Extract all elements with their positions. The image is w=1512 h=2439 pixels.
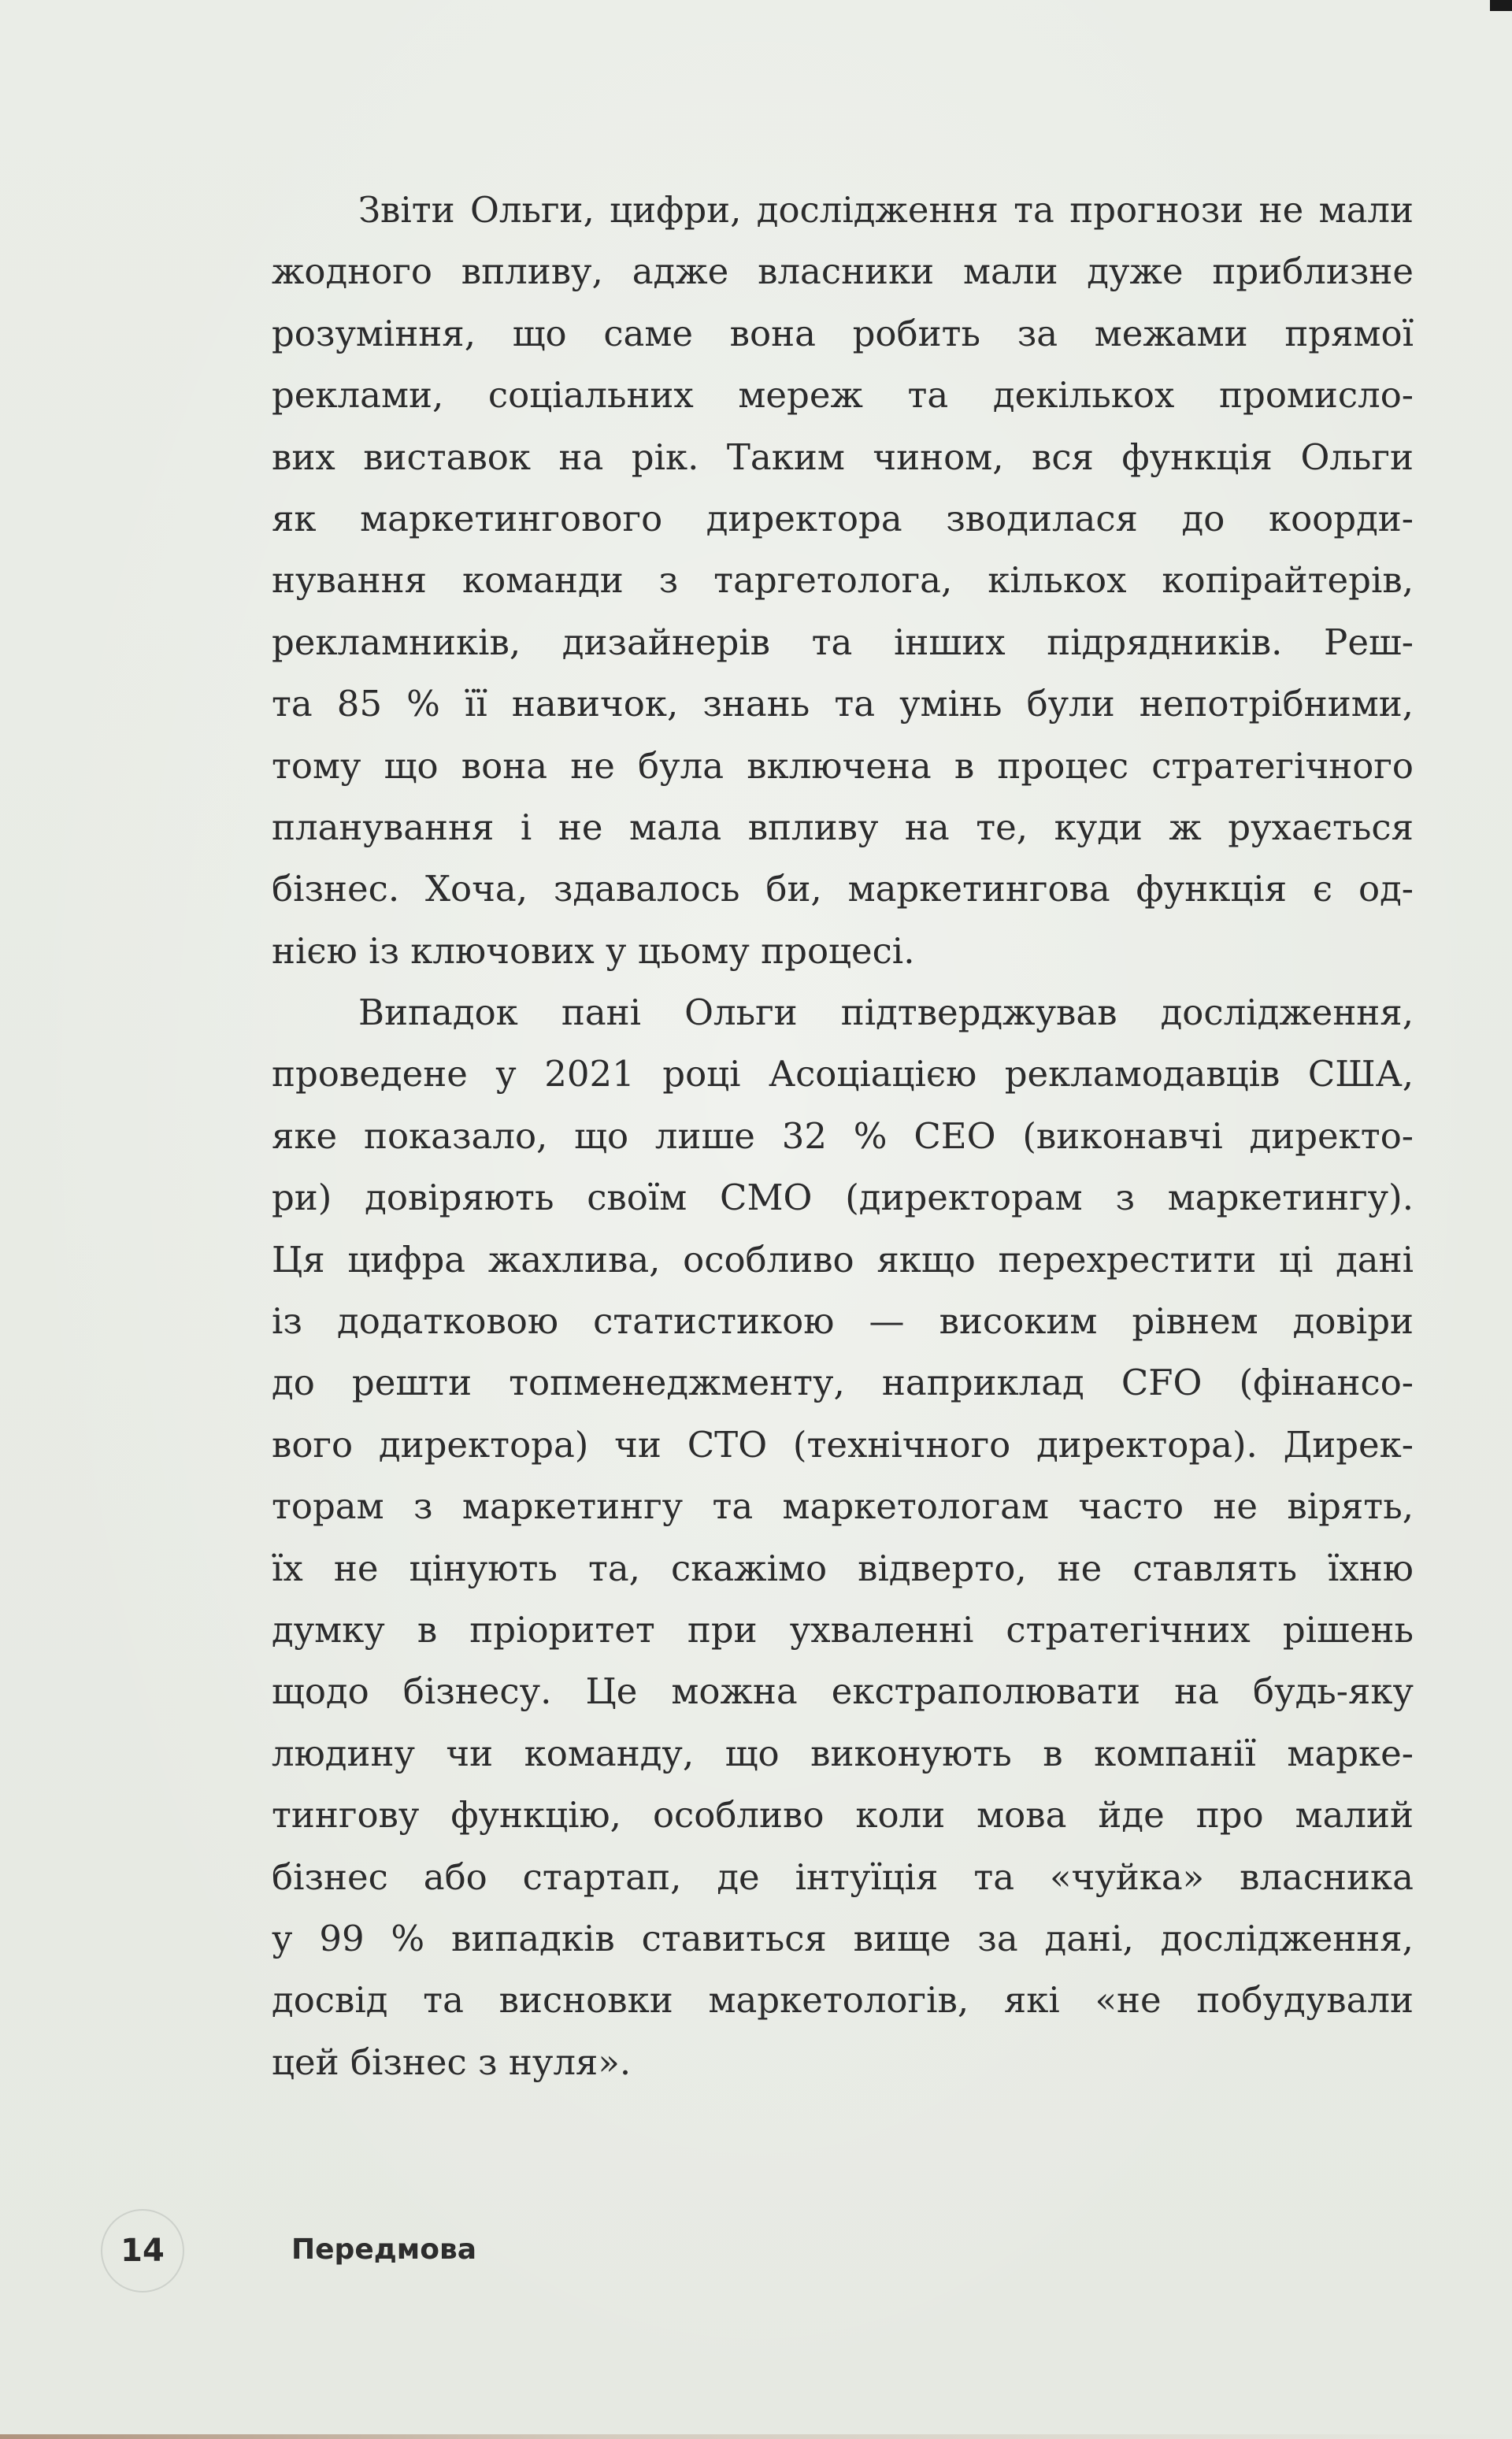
body-line: нування команди з таргетолога, кількох копірайтерів, [272,559,1414,602]
body-text [272,180,1414,2093]
body-line: проведене у 2021 році Асоціацією рекламодавців США, [272,1053,1414,1095]
body-line: щодо бізнесу. Це можна екстраполювати на будь-яку [272,1670,1414,1713]
body-line: реклами, соціальних мереж та декількох промисло- [272,374,1414,417]
body-line: рекламників, дизайнерів та інших підрядників. Реш- [272,621,1414,663]
body-line: бізнес. Хоча, здавалось би, маркетингова функція є од- [272,868,1414,910]
page-number: 14 [101,2209,184,2293]
body-line: торам з маркетингу та маркетологам часто не вірять, [272,1485,1414,1528]
body-line: цей бізнес з нуля». [272,2041,632,2083]
body-line: жодного впливу, адже власники мали дуже приблизне [272,250,1414,293]
body-line: та 85 % її навичок, знань та умінь були непотрібними, [272,683,1414,725]
body-line: Ця цифра жахлива, особливо якщо перехрестити ці дані [272,1238,1414,1281]
body-line: яке показало, що лише 32 % CEO (виконавчі директо- [272,1114,1414,1157]
body-line: людину чи команду, що виконують в компанії марке- [272,1732,1414,1774]
scan-edge-mark [1490,0,1512,11]
body-line: планування і не мала впливу на те, куди ж рухається [272,806,1414,848]
body-line: розуміння, що саме вона робить за межами прямої [272,312,1414,354]
body-line: бізнес або стартап, де інтуїція та «чуйка» власника [272,1855,1414,1898]
body-line: досвід та висновки маркетологів, які «не побудували [272,1979,1414,2022]
body-line: вого директора) чи CTO (технічного директора). Дирек- [272,1423,1414,1466]
running-footer-title: Передмова [291,2233,477,2266]
body-line: тому що вона не була включена в процес стратегічного [272,744,1414,787]
body-line: думку в пріоритет при ухваленні стратегічних рішень [272,1608,1414,1651]
scan-edge-bottom [0,2434,1512,2439]
body-line: до решти топменеджменту, наприклад CFO (фінансо- [272,1362,1414,1404]
body-line: у 99 % випадків ставиться вище за дані, дослідження, [272,1917,1414,1959]
body-line: нією із ключових у цьому процесі. [272,929,915,972]
body-line: Випадок пані Ольги підтверджував дослідження, [358,992,1414,1034]
body-line: Звіти Ольги, цифри, дослідження та прогнози не мали [358,189,1414,231]
body-line: їх не цінують та, скажімо відверто, не ставлять їхню [272,1547,1414,1589]
body-line: тингову функцію, особливо коли мова йде про малий [272,1794,1414,1837]
body-line: із додатковою статистикою — високим рівнем довіри [272,1300,1414,1343]
body-line: вих виставок на рік. Таким чином, вся функція Ольги [272,436,1414,478]
body-line: як маркетингового директора зводилася до коорди- [272,497,1414,539]
body-line: ри) довіряють своїм CMO (директорам з маркетингу). [272,1177,1414,1219]
